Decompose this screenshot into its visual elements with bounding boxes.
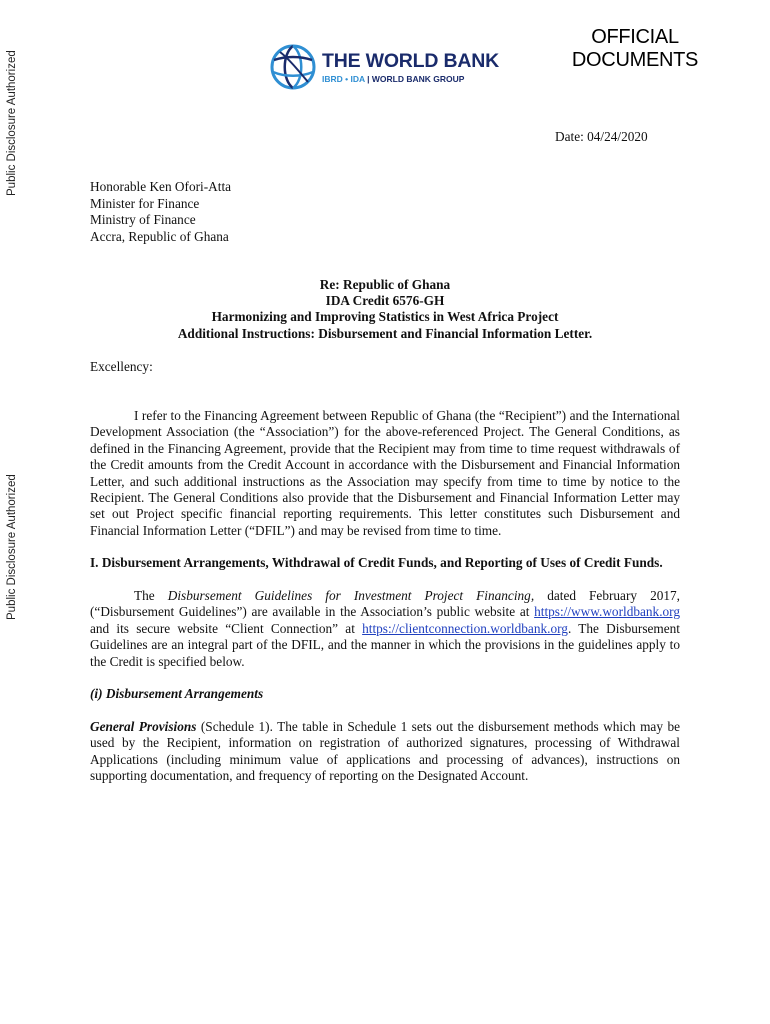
logo-group: | WORLD BANK GROUP: [364, 74, 465, 84]
section-heading: I. Disbursement Arrangements, Withdrawal of Credit Funds, and Reporting of Uses of Credit Funds.: [90, 555, 663, 570]
subject-line: Additional Instructions: Disbursement and Financial Information Letter.: [177, 325, 593, 341]
world-bank-logo: [270, 44, 510, 96]
para-text: . The Disbursement Guidelines are an integral part of the DFIL, and the manner in which the provisions in the guidelines apply to the Credit is specified below.: [90, 620, 681, 669]
logo-wordmark: THE WORLD BANK: [322, 50, 500, 72]
recipient-address: [90, 179, 231, 246]
globe-icon: [270, 44, 316, 90]
subsection-heading: [90, 686, 263, 702]
logo-ibrd: IBRD: [322, 74, 343, 84]
para-text: The: [134, 588, 168, 603]
guidelines-paragraph: [90, 588, 680, 670]
guidelines-title: Disbursement Guidelines for Investment Project Financing,: [167, 588, 535, 603]
subsection-heading-text: (i) Disbursement Arrangements: [90, 686, 264, 701]
stamp-line-2: DOCUMENTS: [571, 49, 699, 71]
salutation: Excellency:: [90, 359, 153, 374]
general-provisions-paragraph: [90, 719, 680, 785]
general-provisions-label: General Provisions: [90, 719, 197, 734]
clientconnection-link[interactable]: https://clientconnection.worldbank.org: [362, 620, 568, 636]
subject-block: [90, 277, 680, 342]
subject-line: Re: Republic of Ghana: [319, 277, 451, 292]
para-text: and its secure website “Client Connection” at: [90, 620, 363, 636]
logo-bullet: •: [342, 74, 351, 84]
stamp-line-1: OFFICIAL: [591, 26, 679, 48]
address-line: Minister for Finance: [90, 195, 200, 211]
logo-ida: IDA: [350, 74, 365, 84]
official-documents-stamp: [570, 26, 700, 72]
disclosure-label-top: Public Disclosure Authorized: [6, 50, 18, 196]
para-text: (Schedule 1). The table in Schedule 1 sets out the disbursement methods which may be used by the Recipient, information on registration of authorized signatures, processing of Withdrawal Applications (including minimum value of applications and processing of advances), instructions on supporting documentation, and frequency of reporting on the Designated Account.: [90, 719, 680, 784]
subject-line: Harmonizing and Improving Statistics in West Africa Project: [211, 309, 559, 325]
address-line: Ministry of Finance: [90, 212, 196, 228]
address-line: Honorable Ken Ofori-Atta: [90, 179, 232, 194]
letter-date: Date: 04/24/2020: [555, 129, 648, 144]
disclosure-label-middle: Public Disclosure Authorized: [6, 474, 18, 620]
address-line: Accra, Republic of Ghana: [90, 229, 229, 245]
worldbank-link[interactable]: https://www.worldbank.org: [534, 604, 680, 620]
para-text: dated February 2017, (“Disbursement Guidelines”) are available in the Association’s public website at: [90, 588, 680, 620]
logo-subtitle: [322, 74, 464, 84]
subject-line: IDA Credit 6576-GH: [325, 293, 445, 309]
intro-paragraph: I refer to the Financing Agreement between Republic of Ghana (the “Recipient”) and the International Development Association (the “Association”) for the above-referenced Project. The General Conditions, as defined in the Financing Agreement, provide that the Recipient may from time to time request withdrawals of the Credit amounts from the Credit Account in accordance with the Disbursement and Financial Information Letter, and such additional instructions as the Association may specify from time to time by notice to the Recipient. The General Conditions also provide that the Disbursement and Financial Information Letter may set out Project specific financial reporting requirements. This letter constitutes such Disbursement and Financial Information Letter (“DFIL”) and may be revised from time to time.: [90, 408, 680, 538]
